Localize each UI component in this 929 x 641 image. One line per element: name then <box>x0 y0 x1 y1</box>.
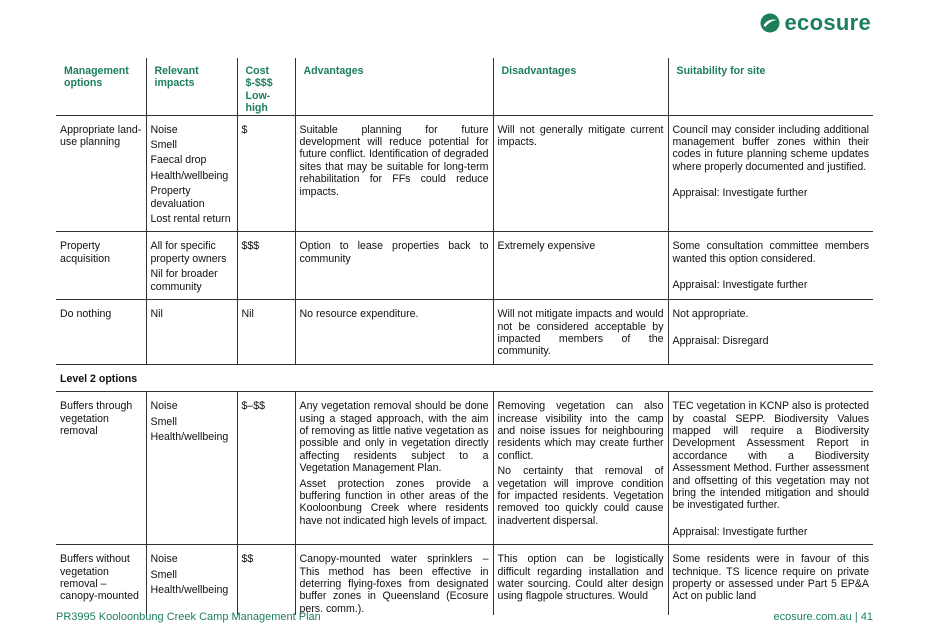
impacts-cell <box>146 392 237 545</box>
disadvantages-cell <box>493 300 668 365</box>
ecosure-leaf-icon <box>760 13 780 33</box>
advantages-cell <box>295 115 493 232</box>
advantage-text: Canopy-mounted water sprinklers – This method has been effective in deterring flying-foxes from designated buffer zones in Queensland (Ecosure pers. comm.). <box>299 553 489 615</box>
impact-item: Health/wellbeing <box>150 584 229 596</box>
option-cell: Buffers through vegetation removal <box>56 392 146 545</box>
disadvantage-text: Will not generally mitigate current impacts. <box>497 123 664 149</box>
disadvantages-cell <box>493 545 668 616</box>
management-options-table <box>56 58 873 615</box>
appraisal-text: Appraisal: Investigate further <box>672 187 808 200</box>
impact-item: Smell <box>150 568 177 581</box>
header-relevant-impacts: Relevant impacts <box>146 58 237 115</box>
impacts-cell <box>146 232 237 300</box>
footer-document-title: PR3995 Kooloonbung Creek Camp Management Plan <box>56 611 321 623</box>
suitability-text: TEC vegetation in KCNP also is protected by coastal SEPP. Biodiversity Values mapped will require a Biodiversity Development Assessment Report in accordance with a Biodiversity Assessment Method. Further assessment and offsetting of this vegetation may not bring the intended mitigation and should be investigated further. <box>672 400 869 512</box>
impact-item: Health/wellbeing <box>150 430 229 443</box>
advantage-text: Any vegetation removal should be done using a staged approach, with the aim of removing as little native vegetation as possible and only in vegetation directly affecting residents subject to a Vegetation Management Plan. <box>299 400 489 475</box>
impact-item: All for specific property owners <box>150 240 227 265</box>
level-2-heading: Level 2 options <box>56 364 873 391</box>
impact-item: Smell <box>150 139 177 152</box>
suitability-cell <box>668 392 873 545</box>
impact-item: Lost rental return <box>150 213 231 226</box>
appraisal-text: Appraisal: Investigate further <box>672 525 808 538</box>
table-row <box>56 115 873 232</box>
suitability-text: Some residents were in favour of this technique. TS licence require on private property or assessed under Part 5 EP&A Act on public land <box>672 553 869 603</box>
cost-cell: Nil <box>237 300 295 365</box>
impact-item: Smell <box>150 415 177 428</box>
suitability-text: Council may consider including additional management buffer zones within their codes in future planning scheme updates where properly documented and justified. <box>672 123 869 173</box>
option-cell: Buffers without vegetation removal – canopy-mounted <box>60 553 139 603</box>
table-row <box>56 300 873 365</box>
suitability-text: Not appropriate. <box>672 308 749 321</box>
impact-item: Faecal drop <box>150 154 207 167</box>
suitability-cell <box>668 545 873 616</box>
disadvantage-text: Removing vegetation can also increase visibility into the camp and noise issues for neighbouring residents which may create further conflict. <box>497 400 664 462</box>
cost-cell: $$ <box>237 545 295 616</box>
level-2-heading-row <box>56 364 873 391</box>
disadvantage-text: This option can be logistically difficult regarding installation and water sourcing. Could alter design using flagpole structures. Would <box>497 553 664 603</box>
appraisal-text: Appraisal: Investigate further <box>672 279 808 292</box>
advantages-cell <box>295 392 493 545</box>
header-cost-line: Low-high <box>245 89 271 115</box>
option-cell: Do nothing <box>56 300 146 365</box>
footer-page-info: ecosure.com.au | 41 <box>773 611 873 623</box>
header-disadvantages: Disadvantages <box>493 58 668 115</box>
advantages-cell <box>295 300 493 365</box>
impacts-cell <box>146 300 237 365</box>
table-row <box>56 545 873 616</box>
advantage-text: Option to lease properties back to community <box>299 240 489 265</box>
advantage-text: Suitable planning for future development will reduce potential for future conflict. Identification of degraded sites that may be suitable for long-term rehabilitation for FFs could reduce impacts. <box>299 123 489 198</box>
option-cell: Appropriate land-use planning <box>56 115 146 232</box>
suitability-text: Some consultation committee members wanted this option considered. <box>672 240 869 265</box>
header-advantages: Advantages <box>295 58 493 115</box>
table-row <box>56 232 873 300</box>
disadvantage-text: No certainty that removal of vegetation will improve condition for impacted residents. Vegetation removed too quickly could cause inadvertent dispersal. <box>497 465 664 527</box>
header-cost-line: $-$$$ <box>245 77 273 90</box>
impact-item: Nil <box>150 308 163 321</box>
impact-item: Noise <box>150 400 178 413</box>
impact-item: Property devaluation <box>150 185 205 210</box>
appraisal-text: Appraisal: Disregard <box>672 334 769 347</box>
impacts-cell <box>146 115 237 232</box>
header-cost <box>237 58 295 115</box>
disadvantages-cell <box>493 392 668 545</box>
impact-item: Health/wellbeing <box>150 169 229 182</box>
impacts-cell <box>146 545 237 616</box>
table-header-row <box>56 58 873 115</box>
cost-cell: $–$$ <box>237 392 295 545</box>
brand-name: ecosure <box>784 10 871 35</box>
advantage-text: Asset protection zones provide a buffering function in other areas of the Kooloonbung Creek where residents have not indicated high levels of impact. <box>299 477 489 527</box>
cost-cell: $ <box>237 115 295 232</box>
disadvantages-cell <box>493 115 668 232</box>
suitability-cell <box>668 115 873 232</box>
advantages-cell <box>295 545 493 616</box>
option-cell: Property acquisition <box>56 232 146 300</box>
cost-cell: $$$ <box>237 232 295 300</box>
header-management-options: Management options <box>56 58 146 115</box>
table-row <box>56 392 873 545</box>
advantages-cell <box>295 232 493 300</box>
impact-item: Nil for broader community <box>150 268 218 293</box>
header-suitability: Suitability for site <box>668 58 873 115</box>
ecosure-logo <box>760 12 871 34</box>
impact-item: Noise <box>150 553 178 566</box>
disadvantage-text: Extremely expensive <box>497 240 596 253</box>
advantage-text: No resource expenditure. <box>299 308 419 321</box>
disadvantages-cell <box>493 232 668 300</box>
suitability-cell <box>668 300 873 365</box>
header-cost-line: Cost <box>245 65 270 77</box>
impact-item: Noise <box>150 123 178 136</box>
suitability-cell <box>668 232 873 300</box>
disadvantage-text: Will not mitigate impacts and would not be considered acceptable by impacted members of the community. <box>497 308 664 358</box>
